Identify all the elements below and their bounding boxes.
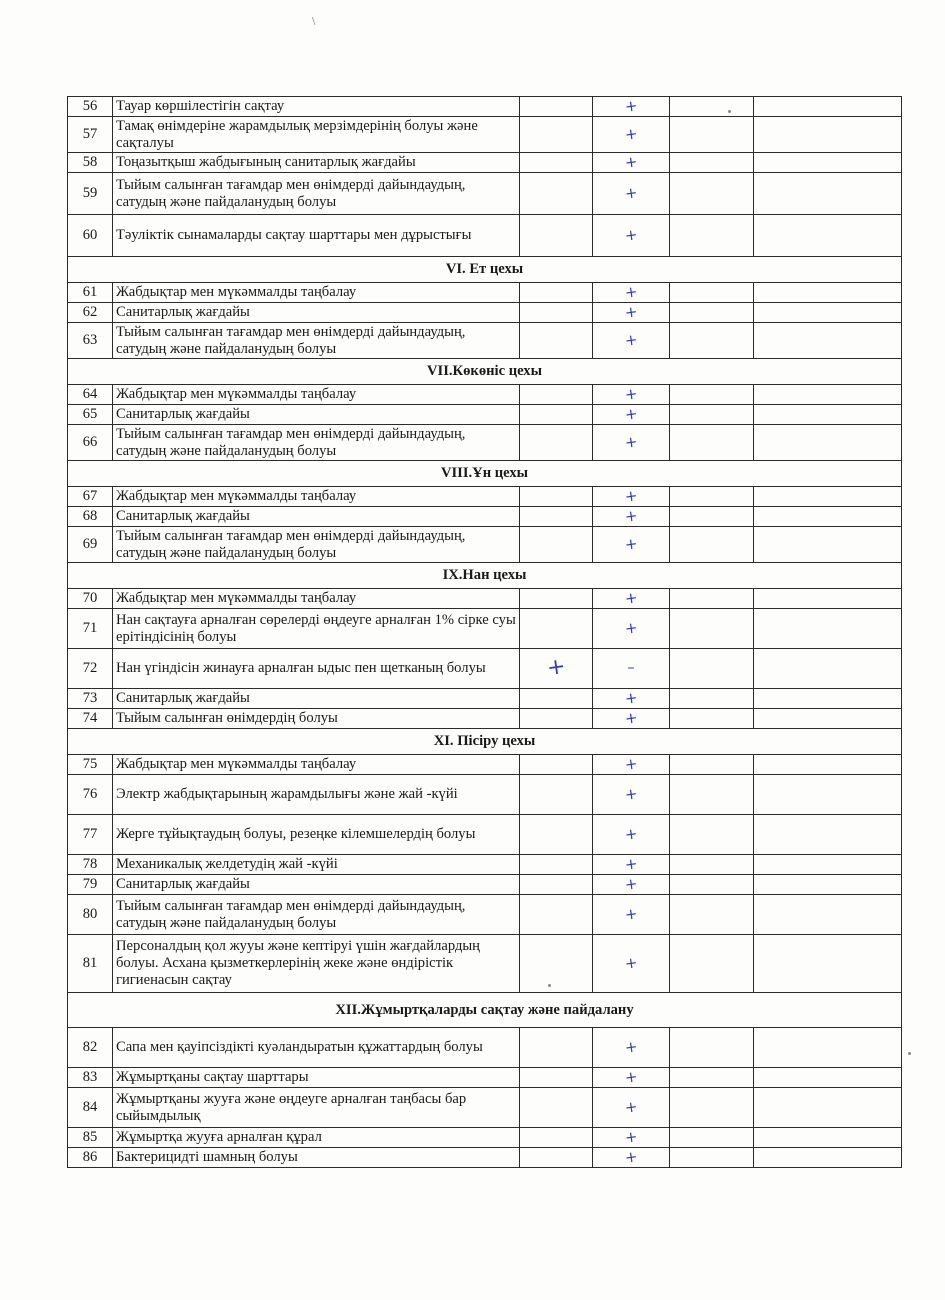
- requirement-text: Жерге тұйықтаудың болуы, резеңке кілемшелердің болуы: [113, 815, 520, 855]
- empty-cell-col5: [670, 649, 754, 689]
- row-number: 79: [68, 875, 113, 895]
- row-number: 69: [68, 527, 113, 563]
- table-row: [68, 1028, 902, 1068]
- handwritten-mark: +: [623, 823, 639, 844]
- handwritten-mark: +: [623, 1066, 639, 1087]
- row-number: 60: [68, 215, 113, 257]
- table-row: [68, 215, 902, 257]
- handwritten-mark: +: [623, 952, 639, 973]
- table-row: [68, 709, 902, 729]
- row-number: 57: [68, 117, 113, 153]
- requirement-text: Электр жабдықтарының жарамдылығы және жай -күйі: [113, 775, 520, 815]
- requirement-text: Тауар көршілестігін сақтау: [113, 97, 520, 117]
- empty-cell-col5: [670, 405, 754, 425]
- empty-cell-col5: [670, 855, 754, 875]
- scan-speck: [548, 984, 551, 987]
- mark-cell-col3: [520, 283, 593, 303]
- empty-cell-col5: [670, 1028, 754, 1068]
- mark-cell-col3: [520, 1068, 593, 1088]
- mark-cell-col3: [520, 1028, 593, 1068]
- handwritten-mark: –: [627, 660, 635, 676]
- section-header-row: [68, 993, 902, 1028]
- mark-cell-col3: [520, 405, 593, 425]
- mark-cell-col4: [593, 507, 670, 527]
- handwritten-mark: +: [623, 783, 639, 804]
- handwritten-mark: +: [623, 587, 639, 608]
- empty-cell-col6: [754, 935, 902, 993]
- empty-cell-col6: [754, 153, 902, 173]
- handwritten-mark: +: [623, 329, 639, 350]
- row-number: 75: [68, 755, 113, 775]
- mark-cell-col3: [520, 855, 593, 875]
- row-number: 68: [68, 507, 113, 527]
- table-row: [68, 589, 902, 609]
- empty-cell-col5: [670, 815, 754, 855]
- row-number: 70: [68, 589, 113, 609]
- empty-cell-col5: [670, 775, 754, 815]
- mark-cell-col3: [520, 425, 593, 461]
- requirement-text: Санитарлық жағдайы: [113, 875, 520, 895]
- row-number: 78: [68, 855, 113, 875]
- handwritten-mark: +: [623, 533, 639, 554]
- mark-cell-col4: [593, 283, 670, 303]
- mark-cell-col4: [593, 649, 670, 689]
- mark-cell-col3: [520, 303, 593, 323]
- handwritten-mark: +: [623, 687, 639, 708]
- row-number: 84: [68, 1088, 113, 1128]
- section-header-row: [68, 563, 902, 589]
- mark-cell-col4: [593, 153, 670, 173]
- mark-cell-col4: [593, 323, 670, 359]
- table-row: [68, 775, 902, 815]
- scan-speck: [728, 110, 731, 113]
- requirement-text: Бактерицидті шамның болуы: [113, 1148, 520, 1168]
- table-row: [68, 97, 902, 117]
- checklist-rows: [68, 97, 902, 1168]
- section-header-row: [68, 461, 902, 487]
- handwritten-mark: +: [545, 653, 567, 681]
- row-number: 80: [68, 895, 113, 935]
- handwritten-mark: +: [623, 1096, 639, 1117]
- row-number: 82: [68, 1028, 113, 1068]
- mark-cell-col3: [520, 755, 593, 775]
- mark-cell-col3: [520, 709, 593, 729]
- empty-cell-col5: [670, 755, 754, 775]
- row-number: 85: [68, 1128, 113, 1148]
- empty-cell-col6: [754, 855, 902, 875]
- empty-cell-col6: [754, 323, 902, 359]
- mark-cell-col3: [520, 1128, 593, 1148]
- row-number: 77: [68, 815, 113, 855]
- mark-cell-col3: [520, 153, 593, 173]
- row-number: 62: [68, 303, 113, 323]
- mark-cell-col4: [593, 709, 670, 729]
- table-row: [68, 1148, 902, 1168]
- row-number: 73: [68, 689, 113, 709]
- empty-cell-col5: [670, 425, 754, 461]
- handwritten-mark: +: [623, 617, 639, 638]
- empty-cell-col5: [670, 1068, 754, 1088]
- mark-cell-col4: [593, 97, 670, 117]
- requirement-text: Механикалық желдетудің жай -күйі: [113, 855, 520, 875]
- empty-cell-col6: [754, 755, 902, 775]
- requirement-text: Санитарлық жағдайы: [113, 689, 520, 709]
- empty-cell-col6: [754, 895, 902, 935]
- handwritten-mark: +: [623, 95, 639, 116]
- row-number: 76: [68, 775, 113, 815]
- mark-cell-col4: [593, 609, 670, 649]
- empty-cell-col5: [670, 303, 754, 323]
- table-row: [68, 303, 902, 323]
- row-number: 74: [68, 709, 113, 729]
- mark-cell-col3: [520, 649, 593, 689]
- mark-cell-col4: [593, 815, 670, 855]
- mark-cell-col4: [593, 775, 670, 815]
- mark-cell-col4: [593, 405, 670, 425]
- table-row: [68, 283, 902, 303]
- handwritten-mark: +: [623, 281, 639, 302]
- mark-cell-col4: [593, 425, 670, 461]
- empty-cell-col5: [670, 527, 754, 563]
- row-number: 61: [68, 283, 113, 303]
- section-header-row: [68, 359, 902, 385]
- empty-cell-col5: [670, 507, 754, 527]
- table-row: [68, 487, 902, 507]
- table-row: [68, 527, 902, 563]
- handwritten-mark: +: [623, 873, 639, 894]
- requirement-text: Жұмыртқаны сақтау шарттары: [113, 1068, 520, 1088]
- empty-cell-col5: [670, 283, 754, 303]
- table-row: [68, 117, 902, 153]
- handwritten-mark: +: [623, 383, 639, 404]
- mark-cell-col3: [520, 935, 593, 993]
- row-number: 81: [68, 935, 113, 993]
- empty-cell-col6: [754, 609, 902, 649]
- mark-cell-col4: [593, 117, 670, 153]
- requirement-text: Персоналдың қол жууы және кептіруі үшін жағдайлардың болуы. Асхана қызметкерлерінің жеке және өндірістік гигиенасын сақтау: [113, 935, 520, 993]
- mark-cell-col4: [593, 935, 670, 993]
- requirement-text: Сапа мен қауіпсіздікті куәландыратын құжаттардың болуы: [113, 1028, 520, 1068]
- handwritten-mark: +: [623, 485, 639, 506]
- mark-cell-col3: [520, 1148, 593, 1168]
- table-row: [68, 935, 902, 993]
- empty-cell-col6: [754, 507, 902, 527]
- handwritten-mark: +: [623, 903, 639, 924]
- empty-cell-col5: [670, 487, 754, 507]
- section-title: VIII.Ұн цехы: [68, 461, 902, 487]
- table-row: [68, 173, 902, 215]
- row-number: 72: [68, 649, 113, 689]
- requirement-text: Тыйым салынған тағамдар мен өнімдерді дайындаудың, сатудың және пайдаланудың болуы: [113, 425, 520, 461]
- empty-cell-col6: [754, 487, 902, 507]
- row-number: 65: [68, 405, 113, 425]
- mark-cell-col4: [593, 173, 670, 215]
- mark-cell-col3: [520, 1088, 593, 1128]
- section-header-row: [68, 729, 902, 755]
- requirement-text: Санитарлық жағдайы: [113, 405, 520, 425]
- table-row: [68, 507, 902, 527]
- empty-cell-col5: [670, 385, 754, 405]
- empty-cell-col5: [670, 689, 754, 709]
- empty-cell-col5: [670, 895, 754, 935]
- table-row: [68, 153, 902, 173]
- handwritten-mark: +: [623, 1036, 639, 1057]
- table-row: [68, 1068, 902, 1088]
- empty-cell-col5: [670, 173, 754, 215]
- handwritten-mark: +: [623, 707, 639, 728]
- handwritten-mark: +: [623, 151, 639, 172]
- handwritten-mark: +: [623, 403, 639, 424]
- empty-cell-col5: [670, 1148, 754, 1168]
- mark-cell-col4: [593, 303, 670, 323]
- handwritten-mark: +: [623, 301, 639, 322]
- requirement-text: Жабдықтар мен мүкәммалды таңбалау: [113, 283, 520, 303]
- requirement-text: Жұмыртқа жууға арналған құрал: [113, 1128, 520, 1148]
- empty-cell-col6: [754, 303, 902, 323]
- handwritten-mark: +: [623, 1146, 639, 1167]
- mark-cell-col3: [520, 215, 593, 257]
- empty-cell-col6: [754, 1088, 902, 1128]
- empty-cell-col5: [670, 1128, 754, 1148]
- checklist-sheet: [67, 96, 901, 1168]
- mark-cell-col4: [593, 1028, 670, 1068]
- mark-cell-col4: [593, 689, 670, 709]
- row-number: 64: [68, 385, 113, 405]
- empty-cell-col6: [754, 875, 902, 895]
- empty-cell-col5: [670, 1088, 754, 1128]
- mark-cell-col3: [520, 875, 593, 895]
- empty-cell-col6: [754, 1148, 902, 1168]
- empty-cell-col6: [754, 1028, 902, 1068]
- mark-cell-col3: [520, 507, 593, 527]
- mark-cell-col3: [520, 589, 593, 609]
- row-number: 66: [68, 425, 113, 461]
- empty-cell-col6: [754, 425, 902, 461]
- requirement-text: Санитарлық жағдайы: [113, 303, 520, 323]
- empty-cell-col5: [670, 117, 754, 153]
- table-row: [68, 1088, 902, 1128]
- empty-cell-col6: [754, 97, 902, 117]
- requirement-text: Тәуліктік сынамаларды сақтау шарттары мен дұрыстығы: [113, 215, 520, 257]
- requirement-text: Жұмыртқаны жууға және өңдеуге арналған таңбасы бар сыйымдылық: [113, 1088, 520, 1128]
- requirement-text: Тыйым салынған өнімдердің болуы: [113, 709, 520, 729]
- mark-cell-col3: [520, 117, 593, 153]
- empty-cell-col5: [670, 323, 754, 359]
- table-row: [68, 385, 902, 405]
- table-row: [68, 689, 902, 709]
- requirement-text: Нан сақтауға арналған сөрелерді өңдеуге арналған 1% сірке суы ерітіндісінің болуы: [113, 609, 520, 649]
- section-title: XII.Жұмыртқаларды сақтау және пайдалану: [68, 993, 902, 1028]
- empty-cell-col5: [670, 589, 754, 609]
- mark-cell-col4: [593, 527, 670, 563]
- mark-cell-col3: [520, 815, 593, 855]
- mark-cell-col3: [520, 323, 593, 359]
- empty-cell-col6: [754, 689, 902, 709]
- section-title: VI. Ет цехы: [68, 257, 902, 283]
- mark-cell-col3: [520, 487, 593, 507]
- empty-cell-col6: [754, 775, 902, 815]
- handwritten-mark: +: [623, 753, 639, 774]
- requirement-text: Тыйым салынған тағамдар мен өнімдерді дайындаудың, сатудың және пайдаланудың болуы: [113, 173, 520, 215]
- row-number: 83: [68, 1068, 113, 1088]
- empty-cell-col6: [754, 117, 902, 153]
- table-row: [68, 815, 902, 855]
- mark-cell-col4: [593, 215, 670, 257]
- mark-cell-col3: [520, 609, 593, 649]
- empty-cell-col6: [754, 283, 902, 303]
- table-row: [68, 895, 902, 935]
- empty-cell-col5: [670, 215, 754, 257]
- requirement-text: Тамақ өнімдеріне жарамдылық мерзімдерінің болуы және сақталуы: [113, 117, 520, 153]
- table-row: [68, 405, 902, 425]
- table-row: [68, 609, 902, 649]
- empty-cell-col5: [670, 609, 754, 649]
- table-row: [68, 425, 902, 461]
- mark-cell-col3: [520, 775, 593, 815]
- mark-cell-col4: [593, 589, 670, 609]
- table-row: [68, 1128, 902, 1148]
- handwritten-mark: +: [623, 431, 639, 452]
- table-row: [68, 755, 902, 775]
- empty-cell-col6: [754, 173, 902, 215]
- row-number: 58: [68, 153, 113, 173]
- mark-cell-col3: [520, 173, 593, 215]
- empty-cell-col6: [754, 709, 902, 729]
- requirement-text: Жабдықтар мен мүкәммалды таңбалау: [113, 487, 520, 507]
- empty-cell-col6: [754, 405, 902, 425]
- table-row: [68, 323, 902, 359]
- row-number: 71: [68, 609, 113, 649]
- mark-cell-col3: [520, 385, 593, 405]
- requirement-text: Тыйым салынған тағамдар мен өнімдерді дайындаудың, сатудың және пайдаланудың болуы: [113, 527, 520, 563]
- empty-cell-col6: [754, 1128, 902, 1148]
- mark-cell-col3: [520, 895, 593, 935]
- mark-cell-col4: [593, 1088, 670, 1128]
- table-row: [68, 855, 902, 875]
- empty-cell-col6: [754, 385, 902, 405]
- requirement-text: Жабдықтар мен мүкәммалды таңбалау: [113, 385, 520, 405]
- mark-cell-col3: [520, 689, 593, 709]
- table-row: [68, 875, 902, 895]
- mark-cell-col4: [593, 385, 670, 405]
- requirement-text: Тыйым салынған тағамдар мен өнімдерді дайындаудың, сатудың және пайдаланудың болуы: [113, 323, 520, 359]
- requirement-text: Нан үгіндісін жинауға арналған ыдыс пен щетканың болуы: [113, 649, 520, 689]
- row-number: 59: [68, 173, 113, 215]
- handwritten-mark: +: [623, 123, 639, 144]
- mark-cell-col4: [593, 895, 670, 935]
- requirement-text: Жабдықтар мен мүкәммалды таңбалау: [113, 755, 520, 775]
- empty-cell-col5: [670, 97, 754, 117]
- handwritten-mark: +: [623, 182, 639, 203]
- requirement-text: Жабдықтар мен мүкәммалды таңбалау: [113, 589, 520, 609]
- checklist-table: [67, 96, 902, 1168]
- row-number: 67: [68, 487, 113, 507]
- mark-cell-col3: [520, 97, 593, 117]
- requirement-text: Санитарлық жағдайы: [113, 507, 520, 527]
- mark-cell-col3: [520, 527, 593, 563]
- scan-mark: \: [312, 16, 316, 27]
- mark-cell-col4: [593, 875, 670, 895]
- mark-cell-col4: [593, 1148, 670, 1168]
- section-title: XI. Пісіру цехы: [68, 729, 902, 755]
- empty-cell-col6: [754, 527, 902, 563]
- mark-cell-col4: [593, 1068, 670, 1088]
- requirement-text: Тоңазытқыш жабдығының санитарлық жағдайы: [113, 153, 520, 173]
- handwritten-mark: +: [623, 505, 639, 526]
- row-number: 56: [68, 97, 113, 117]
- section-title: VII.Көкөніс цехы: [68, 359, 902, 385]
- empty-cell-col6: [754, 649, 902, 689]
- mark-cell-col4: [593, 487, 670, 507]
- empty-cell-col5: [670, 935, 754, 993]
- table-row: [68, 649, 902, 689]
- requirement-text: Тыйым салынған тағамдар мен өнімдерді дайындаудың, сатудың және пайдаланудың болуы: [113, 895, 520, 935]
- mark-cell-col4: [593, 855, 670, 875]
- mark-cell-col4: [593, 1128, 670, 1148]
- mark-cell-col4: [593, 755, 670, 775]
- empty-cell-col6: [754, 1068, 902, 1088]
- empty-cell-col5: [670, 709, 754, 729]
- row-number: 63: [68, 323, 113, 359]
- empty-cell-col5: [670, 153, 754, 173]
- row-number: 86: [68, 1148, 113, 1168]
- handwritten-mark: +: [623, 853, 639, 874]
- section-header-row: [68, 257, 902, 283]
- scan-speck: [908, 1052, 911, 1055]
- empty-cell-col6: [754, 815, 902, 855]
- section-title: IX.Нан цехы: [68, 563, 902, 589]
- handwritten-mark: +: [623, 224, 639, 245]
- handwritten-mark: +: [623, 1126, 639, 1147]
- empty-cell-col5: [670, 875, 754, 895]
- empty-cell-col6: [754, 589, 902, 609]
- empty-cell-col6: [754, 215, 902, 257]
